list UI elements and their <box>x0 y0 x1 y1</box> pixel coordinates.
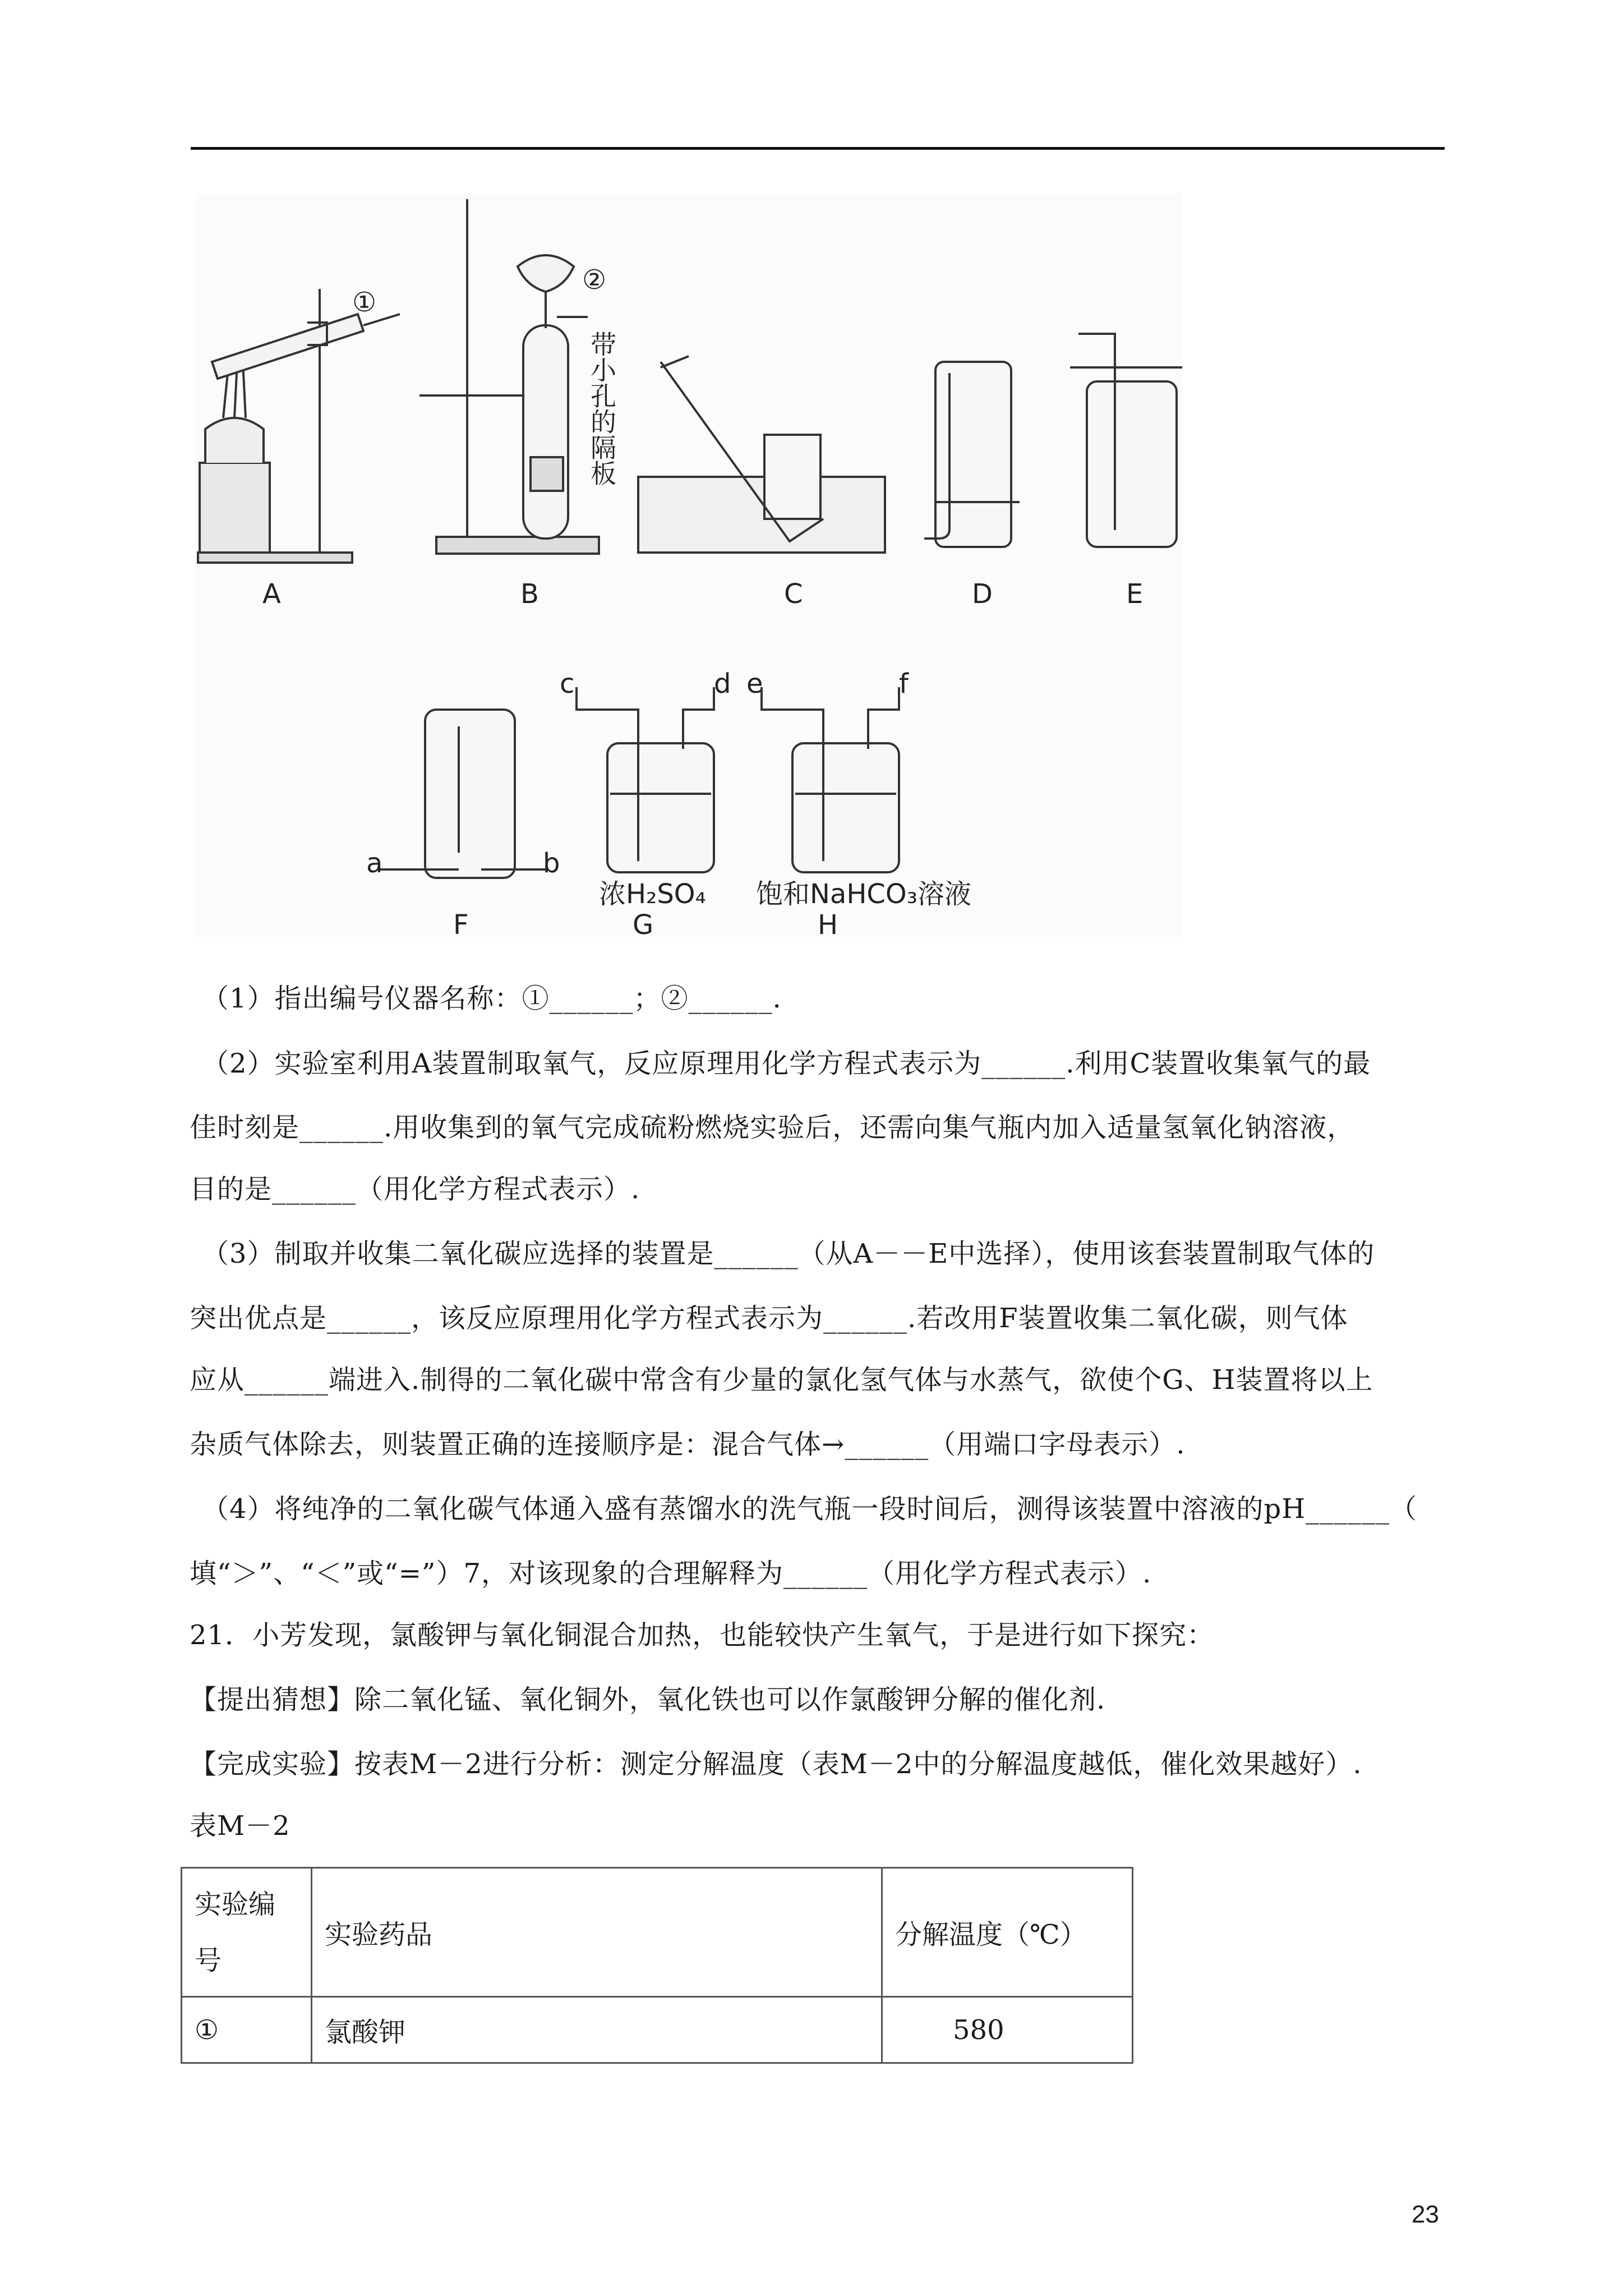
table-header-row <box>182 1868 1133 1997</box>
q1: （1）指出编号仪器名称：①______；②______. <box>202 983 782 1014</box>
cell-0: ① <box>182 1997 312 2063</box>
q2-line1: （2）实验室利用A装置制取氧气，反应原理用化学方程式表示为______.利用C装置收集氧气的最 <box>202 1048 1371 1079</box>
page-number: 23 <box>1412 2201 1439 2228</box>
header-cell-0: 实验编 号 <box>182 1868 312 1997</box>
port-b: b <box>543 848 560 879</box>
port-a: a <box>366 848 383 879</box>
hypothesis: 【提出猜想】除二氧化锰、氧化铜外，氧化铁也可以作氯酸钾分解的催化剂. <box>190 1684 1106 1715</box>
q2-line2: 佳时刻是______.用收集到的氧气完成硫粉燃烧实验后，还需向集气瓶内加入适量氢氧化钠溶液， <box>190 1112 1355 1143</box>
cell-1: 氯酸钾 <box>312 1997 882 2063</box>
label-a: A <box>262 578 281 610</box>
label-c: C <box>784 578 803 610</box>
apparatus-d <box>924 362 1020 547</box>
header-rule <box>191 147 1445 150</box>
q4-line2: 填“＞”、“＜”或“=”）7，对该现象的合理解释为______（用化学方程式表示）. <box>190 1558 1152 1589</box>
port-e: e <box>746 668 763 700</box>
marker-2: ② <box>582 264 607 296</box>
q3-line2: 突出优点是______，该反应原理用化学方程式表示为______.若改用F装置收集二氧化碳，则气体 <box>190 1303 1348 1334</box>
apparatus-figure <box>195 194 1182 937</box>
q21: 21．小芳发现，氯酸钾与氧化铜混合加热，也能较快产生氧气，于是进行如下探究： <box>190 1619 1215 1651</box>
q3-line3: 应从______端进入.制得的二氧化碳中常含有少量的氯化氢气体与水蒸气，欲使个G、H装置将以上 <box>190 1364 1373 1396</box>
port-f: f <box>899 668 909 700</box>
q3-line1: （3）制取并收集二氧化碳应选择的装置是______（从A－－E中选择），使用该套装置制取气体的 <box>202 1238 1375 1269</box>
table-row <box>182 1997 1133 2063</box>
table-m2 <box>181 1867 1133 2064</box>
reagent-h: 饱和NaHCO₃溶液 <box>756 878 971 910</box>
label-g: G <box>633 909 654 937</box>
port-d: d <box>714 668 731 700</box>
marker-1: ① <box>352 287 377 318</box>
label-e: E <box>1126 578 1144 610</box>
partition-note: 带小孔的隔板 <box>587 331 617 486</box>
q4-line1: （4）将纯净的二氧化碳气体通入盛有蒸馏水的洗气瓶一段时间后，测得该装置中溶液的pH______（ <box>202 1493 1418 1525</box>
q3-line4: 杂质气体除去，则装置正确的连接顺序是：混合气体→______（用端口字母表示）. <box>190 1429 1186 1460</box>
header-cell-2: 分解温度（℃） <box>882 1868 1133 1997</box>
label-b: B <box>520 578 539 610</box>
port-c: c <box>560 668 575 700</box>
label-d: D <box>972 578 993 610</box>
q2-line3: 目的是______（用化学方程式表示）. <box>190 1174 640 1205</box>
label-f: F <box>453 909 469 937</box>
cell-2: 580 <box>882 1997 1133 2063</box>
header-cell-1: 实验药品 <box>312 1868 882 1997</box>
experiment: 【完成实验】按表M－2进行分析：测定分解温度（表M－2中的分解温度越低，催化效果越好）. <box>190 1749 1362 1780</box>
table-caption: 表M－2 <box>190 1810 291 1842</box>
reagent-g: 浓H₂SO₄ <box>599 878 706 910</box>
label-h: H <box>818 909 838 937</box>
